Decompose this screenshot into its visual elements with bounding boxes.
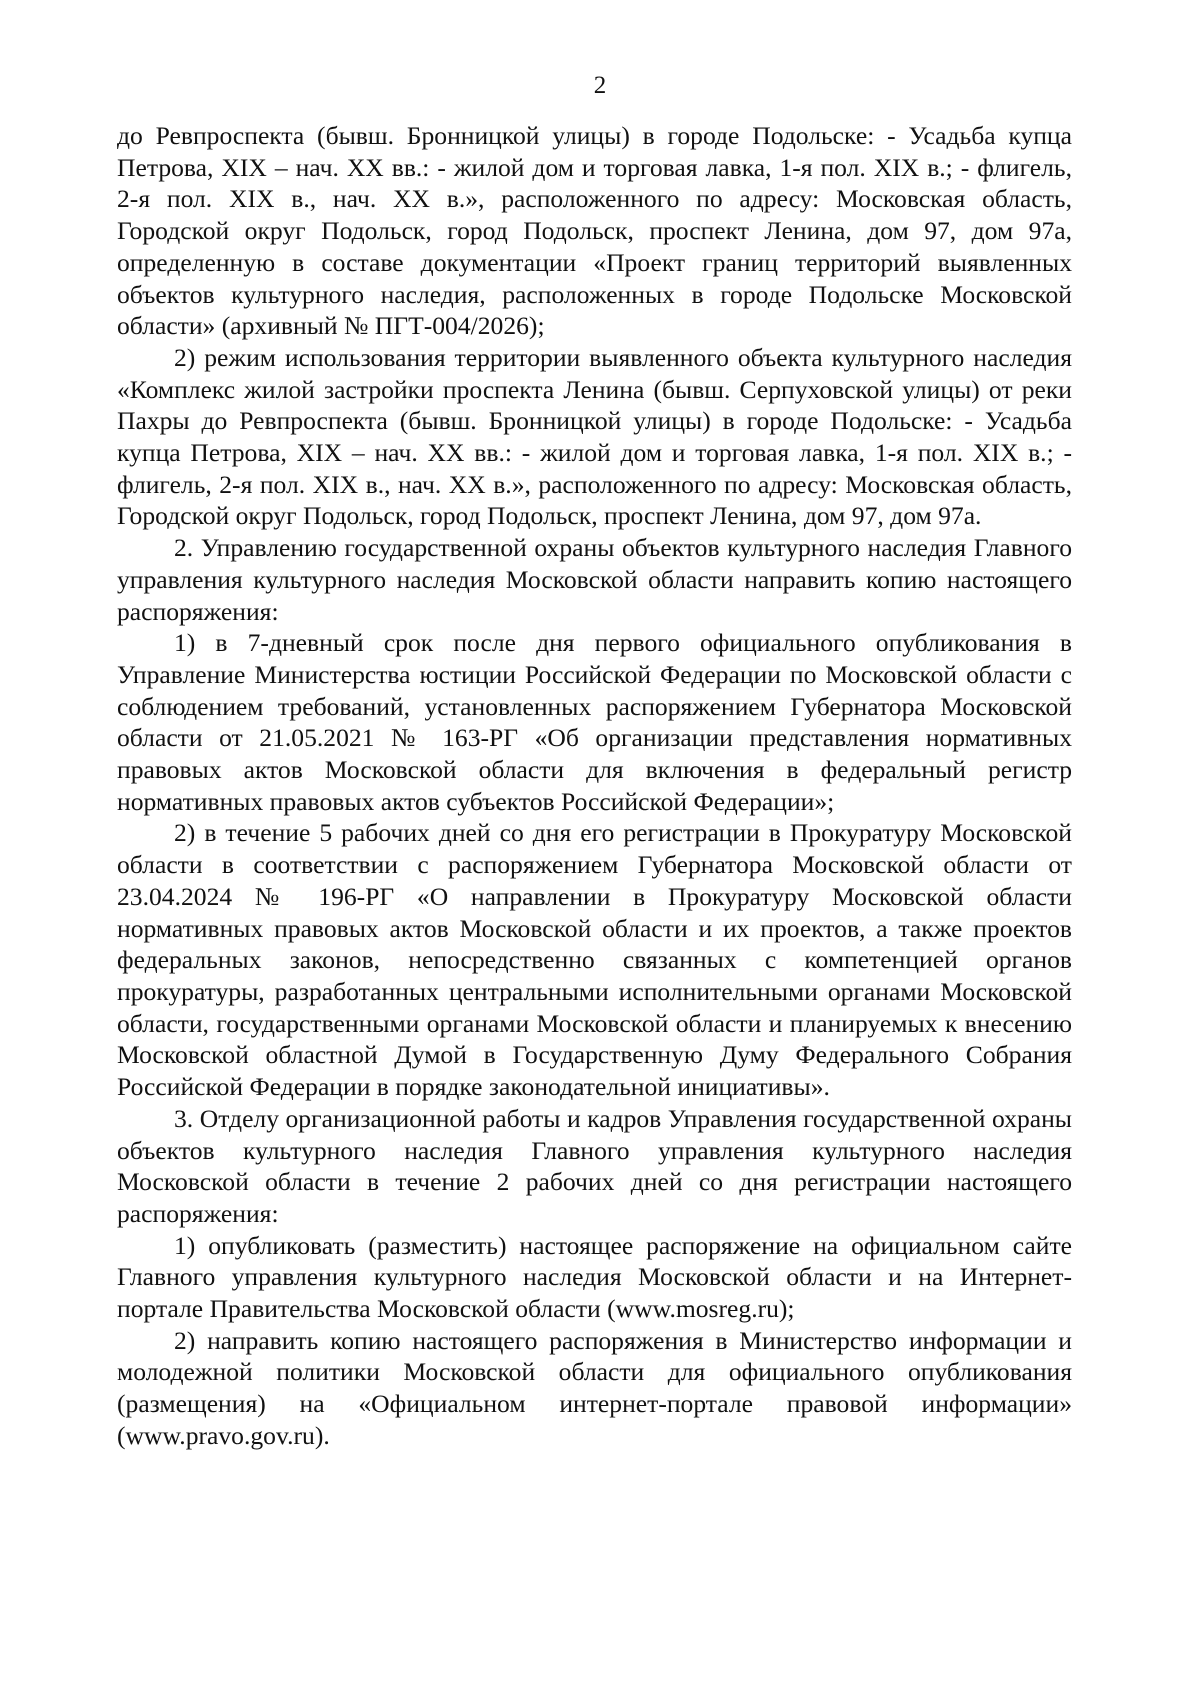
- paragraph-section-3: 3. Отделу организационной работы и кадров Управления государственной охраны объектов культурного наследия Главного управления культурного наследия Московской области в течение 2 рабочих дней со дня регистрации настоящего распоряжения:: [117, 1103, 1072, 1228]
- paragraph-section-2: 2. Управлению государственной охраны объектов культурного наследия Главного управления культурного наследия Московской области направить копию настоящего распоряжения:: [117, 533, 1072, 626]
- paragraph-item-2-2: 2) в течение 5 рабочих дней со дня его регистрации в Прокуратуру Московской области в соответствии с распоряжением Губернатора Московской области от 23.04.2024 № 196-РГ «О направлении в Прокуратуру Московской области нормативных правовых актов Московской области и их проектов, а также проектов федеральных законов, непосредственно связанных с компетенцией органов прокуратуры, разработанных центральными исполнительными органами Московской области, государственными органами Московской области и планируемых к внесению Московской областной Думой в Государственную Думу Федерального Собрания Российской Федерации в порядке законодательной инициативы».: [117, 818, 1072, 1102]
- paragraph-item-3-2: 2) направить копию настоящего распоряжения в Министерство информации и молодежной политики Московской области для официального опубликования (размещения) на «Официальном интернет-портале правовой информации» (www.pravo.gov.ru).: [117, 1325, 1072, 1450]
- document-body: [117, 120, 1072, 1452]
- paragraph-continuation: до Ревпроспекта (бывш. Бронницкой улицы) в городе Подольске: - Усадьба купца Петрова, XIX – нач. XX вв.: - жилой дом и торговая лавка, 1-я пол. XIX в.; - флигель, 2-я пол. XIX в., нач. XX в.», расположенного по адресу: Московская область, Городской округ Подольск, город Подольск, проспект Ленина, дом 97, дом 97а, определенную в составе документации «Проект границ территорий выявленных объектов культурного наследия, расположенных в городе Подольске Московской области» (архивный № ПГТ-004/2026);: [117, 121, 1072, 341]
- paragraph-item-2-1: 1) в 7-дневный срок после дня первого официального опубликования в Управление Министерства юстиции Российской Федерации по Московской области с соблюдением требований, установленных распоряжением Губернатора Московской области от 21.05.2021 № 163-РГ «Об организации представления нормативных правовых актов Московской области для включения в федеральный регистр нормативных правовых актов субъектов Российской Федерации»;: [117, 628, 1072, 816]
- page-number: 2: [593, 72, 607, 99]
- paragraph-item-3-1: 1) опубликовать (разместить) настоящее распоряжение на официальном сайте Главного управления культурного наследия Московской области и на Интернет-портале Правительства Московской области (www.mosreg.ru);: [117, 1230, 1072, 1324]
- paragraph-item-1-2: 2) режим использования территории выявленного объекта культурного наследия «Комплекс жилой застройки проспекта Ленина (бывш. Серпуховской улицы) от реки Пахры до Ревпроспекта (бывш. Бронницкой улицы) в городе Подольске: - Усадьба купца Петрова, XIX – нач. XX вв.: - жилой дом и торговая лавка, 1-я пол. XIX в.; - флигель, 2-я пол. XIX в., нач. XX в.», расположенного по адресу: Московская область, Городской округ Подольск, город Подольск, проспект Ленина, дом 97, дом 97а.: [117, 342, 1072, 531]
